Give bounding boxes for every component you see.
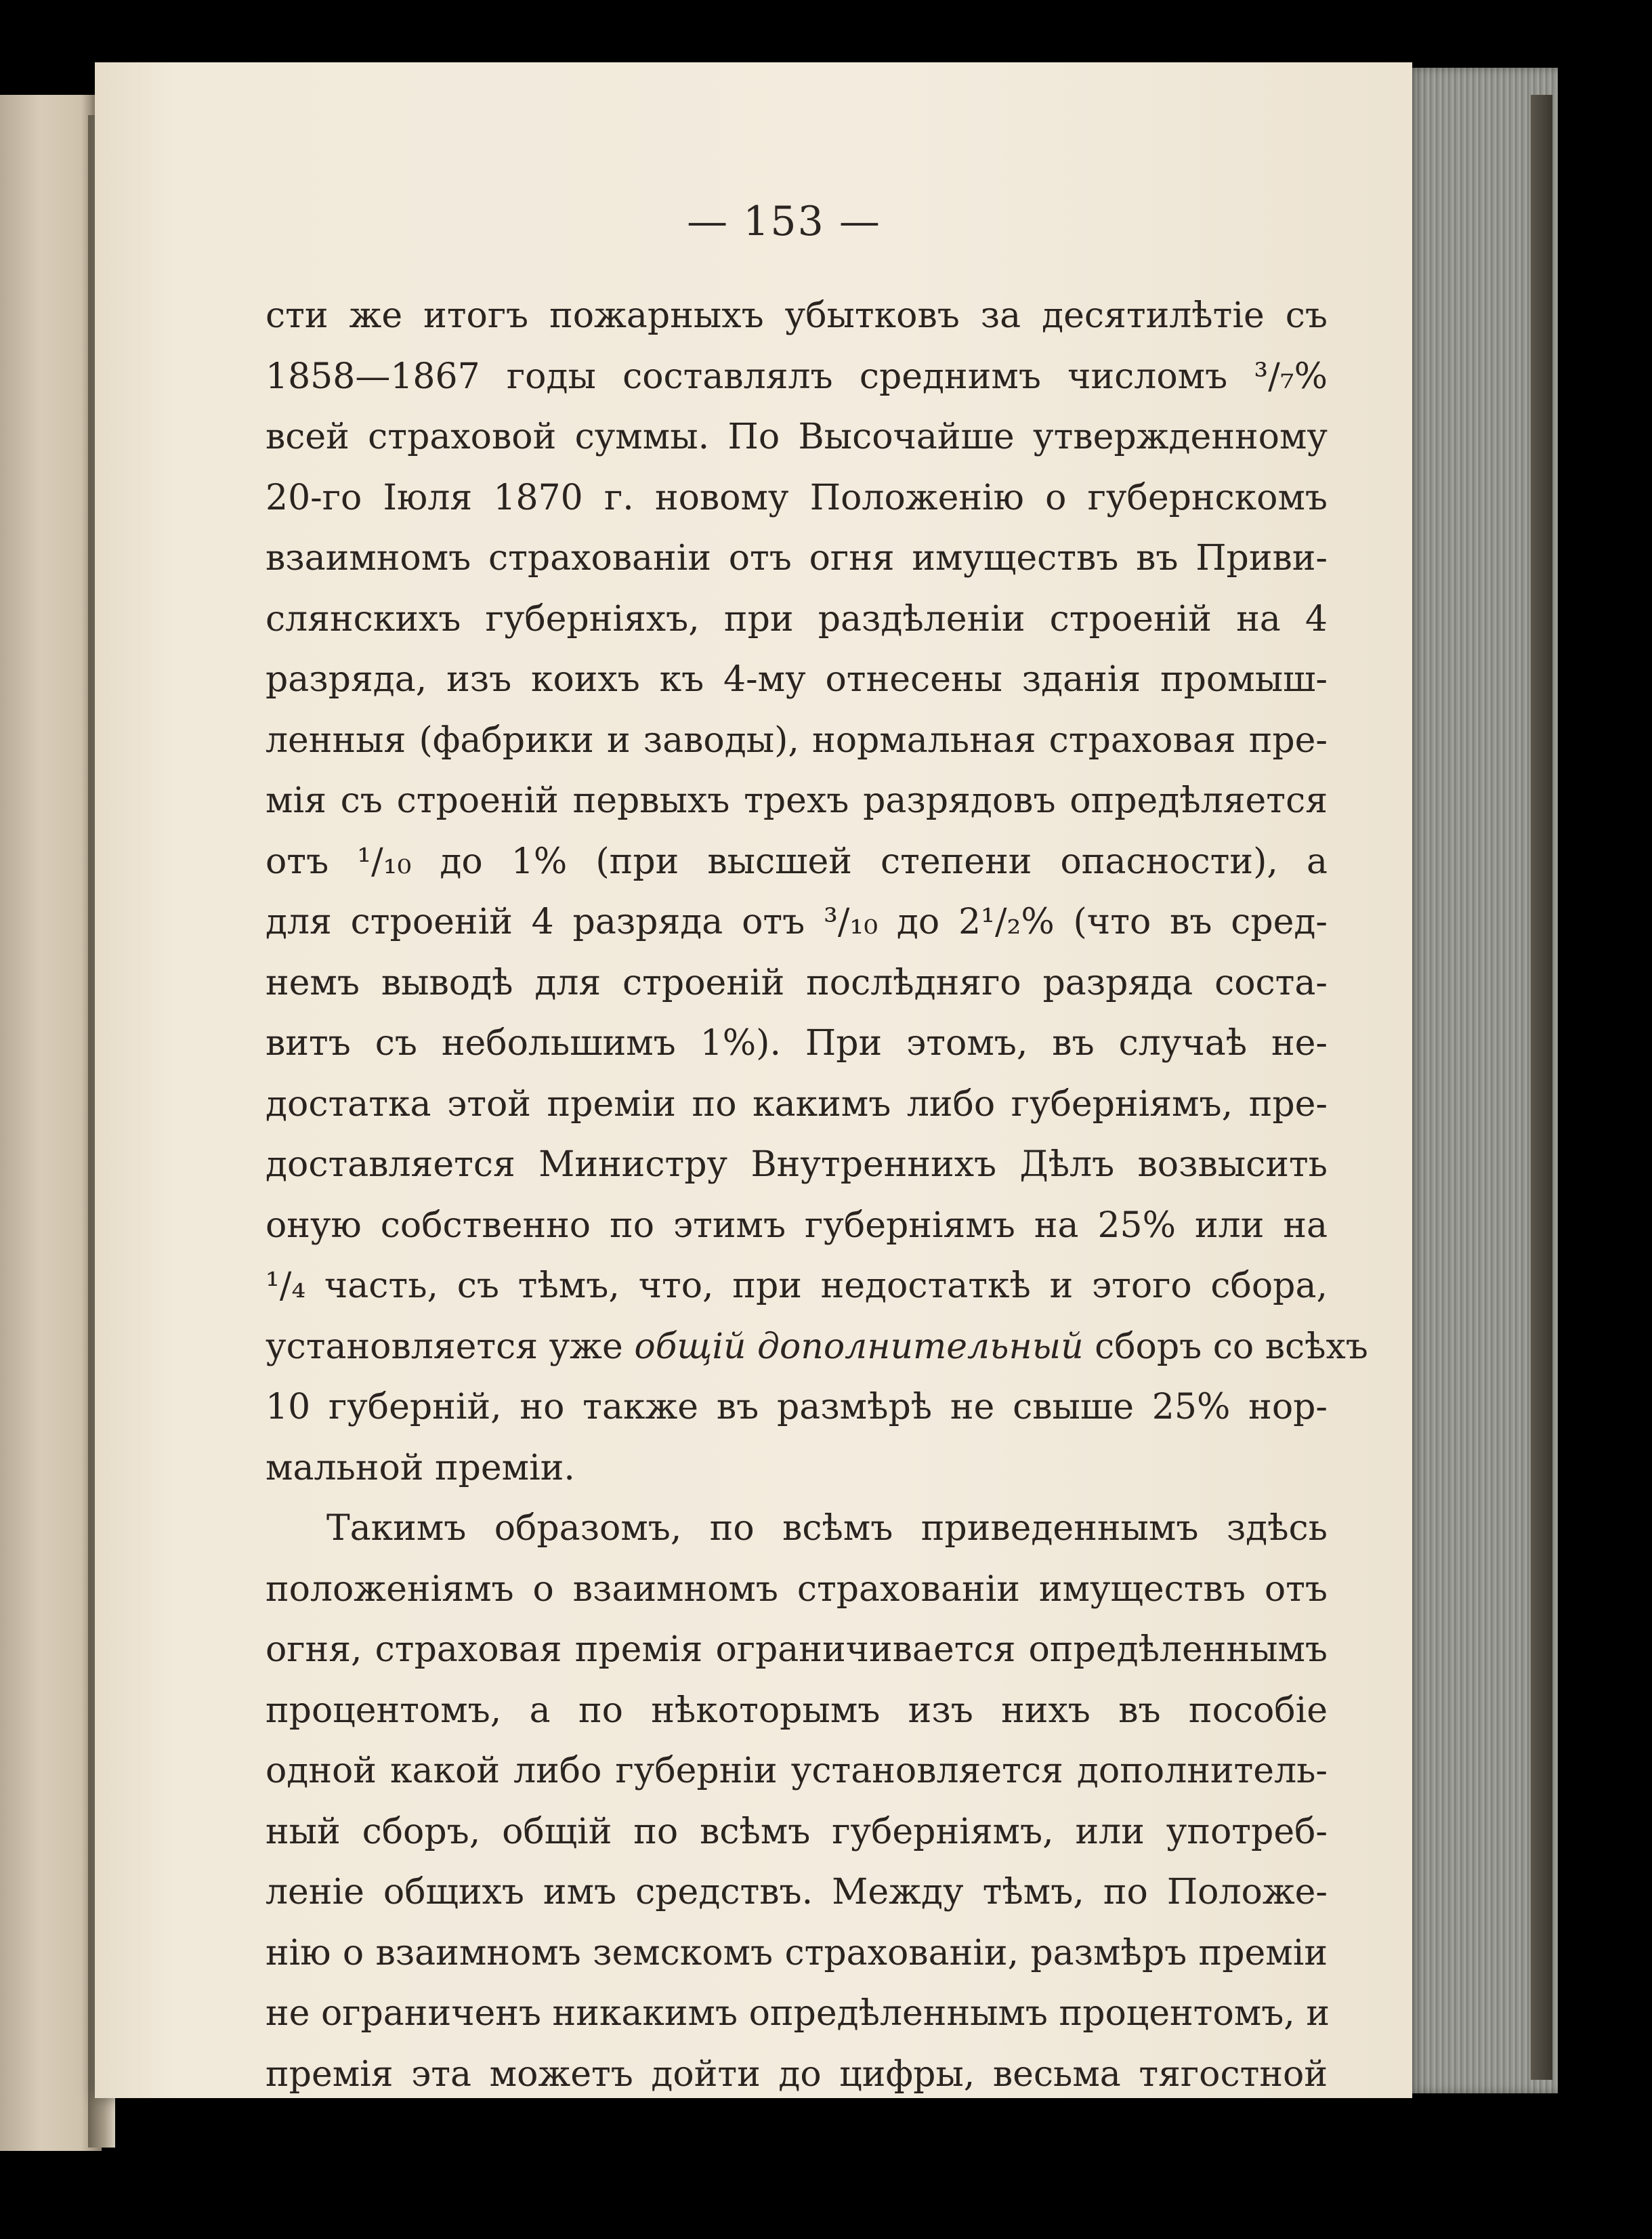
text-line: достатка этой преміи по какимъ либо губерніямъ, пре- <box>266 1083 1328 1125</box>
text-line: сти же итогъ пожарныхъ убытковъ за десятилѣтіе съ <box>266 295 1328 336</box>
text-line: 10 губерній, но также въ размѣрѣ не свыше 25% нор- <box>266 1387 1328 1427</box>
book-page <box>95 62 1412 2098</box>
text-line: ленныя (фабрики и заводы), нормальная страховая пре- <box>266 719 1328 761</box>
text-line: слянскихъ губерніяхъ, при раздѣленіи строеній на 4 <box>266 598 1328 640</box>
text-line: мія съ строеній первыхъ трехъ разрядовъ опредѣляется <box>266 780 1328 821</box>
italic-phrase: общій дополнительный <box>634 1326 1084 1367</box>
text-line: ¹/₄ часть, съ тѣмъ, что, при недостаткѣ и этого сбора, <box>266 1265 1328 1306</box>
text-line: 20-го Іюля 1870 г. новому Положенію о губернскомъ <box>266 477 1328 518</box>
text-line: доставляется Министру Внутреннихъ Дѣлъ возвысить <box>266 1144 1328 1185</box>
text-line: всей страховой суммы. По Высочайше утвержденному <box>266 417 1328 457</box>
previous-page-edge <box>0 95 102 2151</box>
book-cover-edge <box>1531 95 1552 2080</box>
text-line: премія эта можетъ дойти до цифры, весьма тягостной <box>266 2053 1328 2095</box>
text-line: леніе общихъ имъ средствъ. Между тѣмъ, по Положе- <box>266 1872 1328 1912</box>
text-line: Такимъ образомъ, по всѣмъ приведеннымъ здѣсь <box>326 1508 1328 1549</box>
text-line: витъ съ небольшимъ 1%). При этомъ, въ случаѣ не- <box>266 1023 1328 1064</box>
text-line: оную собственно по этимъ губерніямъ на 25% или на <box>266 1205 1328 1246</box>
text-line <box>266 1317 1368 1378</box>
text-segment: сборъ со всѣхъ <box>1083 1326 1368 1367</box>
text-segment: установляется уже <box>266 1326 635 1367</box>
text-line: 1858—1867 годы составлялъ среднимъ числомъ ³/₇% <box>266 356 1328 397</box>
text-line: ный сборъ, общій по всѣмъ губерніямъ, или употреб- <box>266 1811 1328 1852</box>
text-line: процентомъ, а по нѣкоторымъ изъ нихъ въ пособіе <box>266 1690 1328 1731</box>
text-line: немъ выводѣ для строеній послѣдняго разряда соста- <box>266 962 1328 1003</box>
page-number: — 153 — <box>687 198 881 245</box>
text-line: отъ ¹/₁₀ до 1% (при высшей степени опасности), а <box>266 841 1328 882</box>
text-line: огня, страховая премія ограничивается опредѣленнымъ <box>266 1629 1328 1670</box>
text-line: взаимномъ страхованіи отъ огня имуществъ въ Приви- <box>266 538 1328 579</box>
text-line: разряда, изъ коихъ къ 4-му отнесены зданія промыш- <box>266 659 1328 700</box>
text-line: мальной преміи. <box>266 1447 575 1488</box>
text-line: одной какой либо губерніи установляется дополнитель- <box>266 1751 1328 1791</box>
text-line: нію о взаимномъ земскомъ страхованіи, размѣръ преміи <box>266 1932 1328 1973</box>
text-line: для строеній 4 разряда отъ ³/₁₀ до 2¹/₂% (что въ сред- <box>266 902 1328 942</box>
body-text <box>266 286 1368 2105</box>
text-line: положеніямъ о взаимномъ страхованіи имуществъ отъ <box>266 1568 1328 1610</box>
text-line: не ограниченъ никакимъ опредѣленнымъ процентомъ, и <box>266 1993 1330 2034</box>
